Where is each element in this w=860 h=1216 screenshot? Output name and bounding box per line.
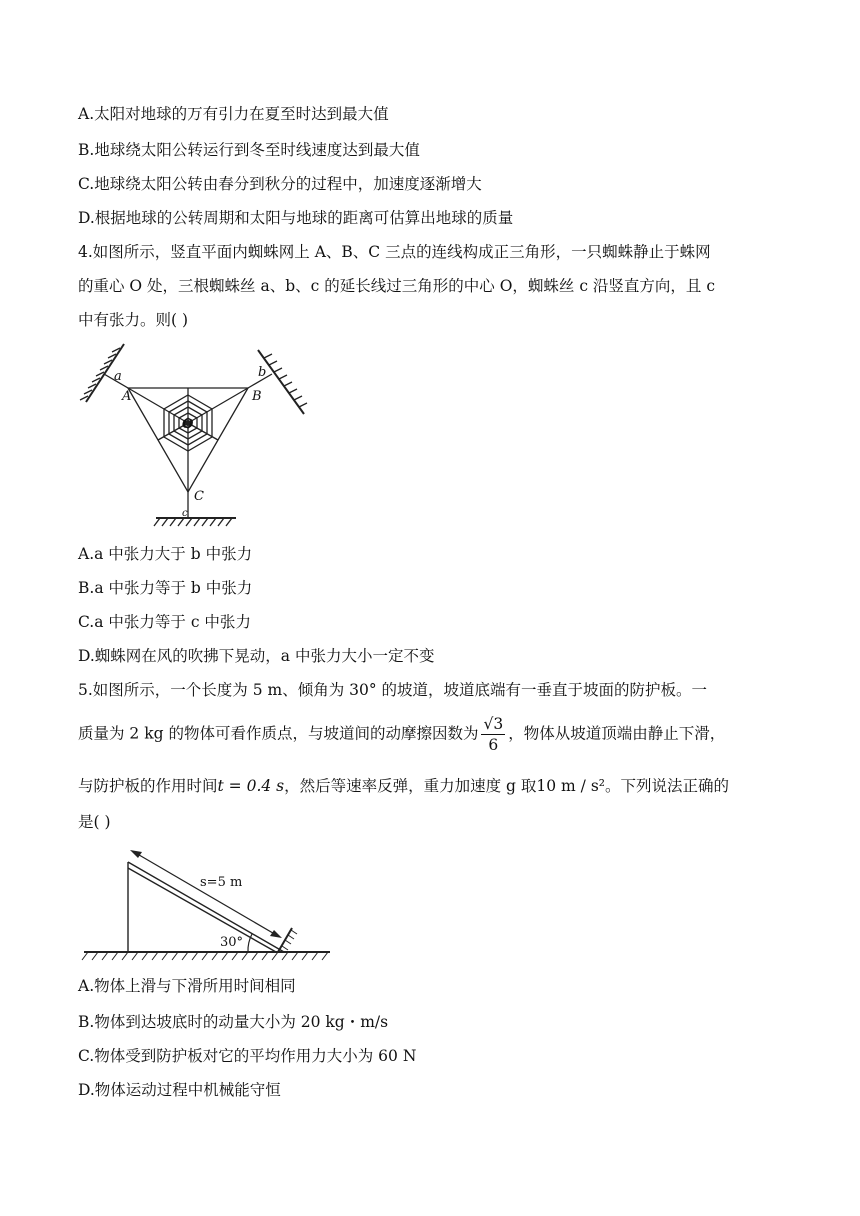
q4-stem-line1: 4.如图所示，竖直平面内蜘蛛网上 A、B、C 三点的连线构成正三角形，一只蜘蛛静止于蛛网 bbox=[78, 243, 711, 261]
g-expression: 10 m / s² bbox=[536, 777, 605, 795]
q5-stem-line2 bbox=[78, 714, 725, 755]
q3-option-c: C.地球绕太阳公转由春分到秋分的过程中，加速度逐渐增大 bbox=[78, 175, 482, 193]
angle-label: 30° bbox=[220, 935, 244, 950]
q5-option-a: A.物体上滑与下滑所用时间相同 bbox=[78, 977, 296, 995]
q3-option-a: A.太阳对地球的万有引力在夏至时达到最大值 bbox=[78, 105, 389, 123]
spider-web-figure bbox=[78, 342, 318, 532]
time-expression: t = 0.4 s bbox=[217, 777, 285, 795]
q4-stem-line3: 中有张力。则( ) bbox=[78, 311, 189, 329]
q5-stem-line3-mid: ，然后等速率反弹，重力加速度 g 取 bbox=[284, 777, 537, 795]
friction-fraction bbox=[481, 714, 505, 755]
q5-stem-line2-after: ，物体从坡道顶端由静止下滑， bbox=[508, 724, 726, 743]
q4-option-a: A.a 中张力大于 b 中张力 bbox=[78, 545, 253, 563]
fraction-numerator: √3 bbox=[483, 715, 504, 733]
q5-option-d: D.物体运动过程中机械能守恒 bbox=[78, 1081, 281, 1099]
length-label: s=5 m bbox=[200, 875, 243, 890]
label-b: b bbox=[258, 365, 267, 380]
q4-option-c: C.a 中张力等于 c 中张力 bbox=[78, 613, 251, 631]
q5-stem-line3 bbox=[78, 776, 729, 796]
label-A: A bbox=[122, 389, 132, 404]
label-C: C bbox=[194, 489, 204, 504]
label-B: B bbox=[252, 389, 262, 404]
q5-option-b: B.物体到达坡底时的动量大小为 20 kg・m/s bbox=[78, 1013, 389, 1031]
q3-option-b: B.地球绕太阳公转运行到冬至时线速度达到最大值 bbox=[78, 141, 420, 159]
q5-stem-line1: 5.如图所示，一个长度为 5 m、倾角为 30° 的坡道，坡道底端有一垂直于坡面的防护板。一 bbox=[78, 681, 708, 699]
label-c: c bbox=[182, 508, 188, 519]
incline-figure bbox=[78, 842, 338, 968]
q5-stem-line3-after: 。下列说法正确的 bbox=[605, 777, 730, 795]
q4-option-b: B.a 中张力等于 b 中张力 bbox=[78, 579, 253, 597]
q5-stem-line3-before: 与防护板的作用时间 bbox=[78, 777, 218, 795]
label-a: a bbox=[114, 369, 122, 384]
q4-stem-line2: 的重心 O 处，三根蜘蛛丝 a、b、c 的延长线过三角形的中心 O，蜘蛛丝 c 沿竖直方向，且 c bbox=[78, 277, 716, 295]
q4-option-d: D.蜘蛛网在风的吹拂下晃动，a 中张力大小一定不变 bbox=[78, 647, 435, 665]
q5-stem-line2-before: 质量为 2 kg 的物体可看作质点，与坡道间的动摩擦因数为 bbox=[78, 724, 479, 743]
label-O: O bbox=[182, 417, 194, 432]
q3-option-d: D.根据地球的公转周期和太阳与地球的距离可估算出地球的质量 bbox=[78, 209, 514, 227]
q5-option-c: C.物体受到防护板对它的平均作用力大小为 60 N bbox=[78, 1047, 417, 1065]
fraction-denominator: 6 bbox=[488, 736, 499, 754]
q5-stem-line4: 是( ) bbox=[78, 813, 111, 831]
